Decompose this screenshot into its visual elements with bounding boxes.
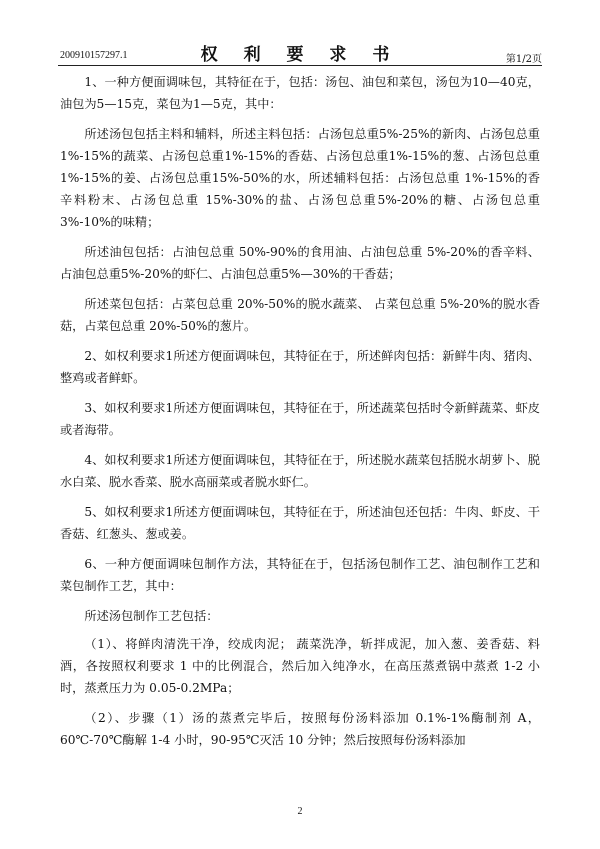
claim-2: 2、如权利要求1所述方便面调味包，其特征在于，所述鲜肉包括：新鲜牛肉、猪肉、整鸡或者鲜虾。: [60, 349, 540, 385]
claim-4: 4、如权利要求1所述方便面调味包，其特征在于，所述脱水蔬菜包括脱水胡萝卜、脱水白菜、脱水香菜、脱水高丽菜或者脱水虾仁。: [60, 453, 540, 489]
claim-3: 3、如权利要求1所述方便面调味包，其特征在于，所述蔬菜包括时令新鲜蔬菜、虾皮或者海带。: [60, 401, 540, 437]
document-title: 权 利 要 求 书: [200, 45, 400, 65]
page-indicator: 第1/2页: [505, 54, 542, 65]
claim-6-intro: 6、一种方便面调味包制作方法，其特征在于，包括汤包制作工艺、油包制作工艺和菜包制作工艺，其中：: [60, 557, 540, 593]
claim-1-soup-pack: 所述汤包包括主料和辅料，所述主料包括：占汤包总重5%-25%的新肉、占汤包总重1%-15%的蔬菜、占汤包总重1%-15%的香菇、占汤包总重1%-15%的葱、占汤包总重1%-15%的姜、占汤包总重15%-50%的水，所述辅料包括：占汤包总重 1%-15%的香辛料粉末、占汤包总重 15%-30%的盐、占汤包总重5%-20%的糖、占汤包总重3%-10%的味精；: [60, 127, 540, 229]
claim-5: 5、如权利要求1所述方便面调味包，其特征在于，所述油包还包括：牛肉、虾皮、干香菇、红葱头、葱或姜。: [60, 505, 540, 541]
claim-1-oil-pack: 所述油包包括：占油包总重 50%-90%的食用油、占油包总重 5%-20%的香辛料、占油包总重5%-20%的虾仁、占油包总重5%—30%的干香菇；: [60, 245, 540, 281]
header-divider: [58, 65, 542, 66]
claim-1-intro: 1、一种方便面调味包，其特征在于，包括：汤包、油包和菜包，汤包为10—40克，油包为5—15克，菜包为1—5克，其中：: [60, 75, 540, 111]
claim-6-step-2: （2）、步骤（1）汤的蒸煮完毕后，按照每份汤料添加 0.1%-1%酶制剂 A，60℃-70℃酶解 1-4 小时，90-95℃灭活 10 分钟；然后按照每份汤料添加: [60, 711, 540, 747]
claims-body: [60, 71, 540, 759]
claim-6-soup-process-heading: 所述汤包制作工艺包括：: [84, 609, 219, 623]
application-number: 200910157297.1: [60, 50, 128, 61]
page-number: 2: [297, 806, 303, 817]
claim-6-step-1: （1）、将鲜肉清洗干净，绞成肉泥； 蔬菜洗净，斩拌成泥，加入葱、姜香菇、料酒，各按照权利要求 1 中的比例混合，然后加入纯净水，在高压蒸煮锅中蒸煮 1-2 小时，蒸煮压力为 0.05-0.2MPa；: [60, 637, 540, 695]
claim-1-vegetable-pack: 所述菜包包括：占菜包总重 20%-50%的脱水蔬菜、 占菜包总重 5%-20%的脱水香菇，占菜包总重 20%-50%的葱片。: [60, 297, 540, 333]
page-header: [0, 0, 600, 70]
